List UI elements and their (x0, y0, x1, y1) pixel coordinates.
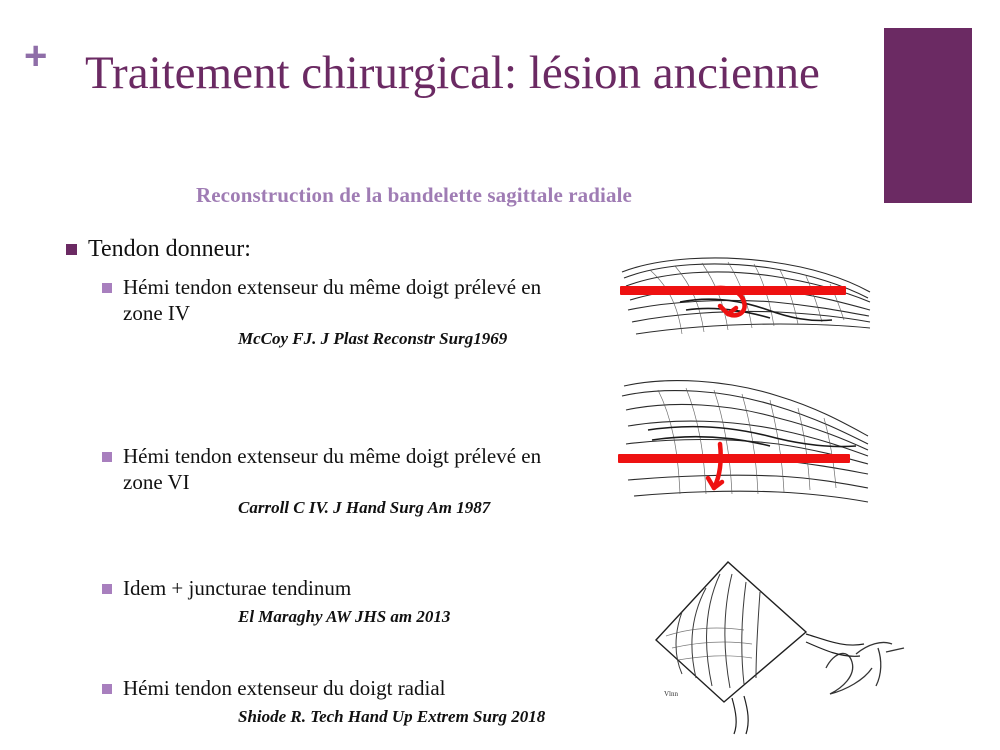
juncturae-sketch-svg (620, 548, 910, 738)
page-subtitle: Reconstruction de la bandelette sagittale radiale (196, 183, 632, 207)
square-bullet-icon (102, 452, 112, 462)
plus-icon: + (24, 34, 48, 78)
tendon-sketch-svg (620, 248, 872, 348)
tendon-sketch-svg (618, 370, 870, 522)
tendon-zone-iv-illustration (620, 248, 872, 348)
list-item (66, 444, 626, 518)
red-highlight-bar (620, 286, 846, 295)
page-title: Traitement chirurgical: lésion ancienne (85, 47, 820, 99)
content-body (66, 235, 626, 268)
red-highlight-bar (618, 454, 850, 463)
decorative-corner-block (884, 28, 972, 203)
list-item (66, 676, 626, 727)
list-item-heading (66, 235, 626, 264)
citation-text: McCoy FJ. J Plast Reconstr Surg1969 (238, 329, 508, 349)
list-item-label: Hémi tendon extenseur du même doigt prélevé en zone IV (123, 275, 542, 325)
square-bullet-icon (66, 244, 77, 255)
list-item-label: Hémi tendon extenseur du doigt radial (123, 676, 446, 700)
citation-text: El Maraghy AW JHS am 2013 (238, 606, 451, 626)
citation-text: Shiode R. Tech Hand Up Extrem Surg 2018 (238, 706, 546, 726)
list-item-label: Hémi tendon extenseur du même doigt prélevé en zone VI (123, 444, 542, 494)
svg-text:Vlnn: Vlnn (664, 690, 678, 698)
tendon-zone-vi-illustration (618, 370, 870, 522)
heading-label: Tendon donneur: (88, 236, 251, 262)
square-bullet-icon (102, 283, 112, 293)
square-bullet-icon (102, 584, 112, 594)
list-item-label: Idem + juncturae tendinum (123, 576, 352, 600)
citation-text: Carroll C IV. J Hand Surg Am 1987 (238, 498, 491, 518)
list-item (66, 576, 626, 627)
list-item (66, 275, 626, 349)
square-bullet-icon (102, 684, 112, 694)
juncturae-tendinum-illustration (620, 548, 910, 738)
